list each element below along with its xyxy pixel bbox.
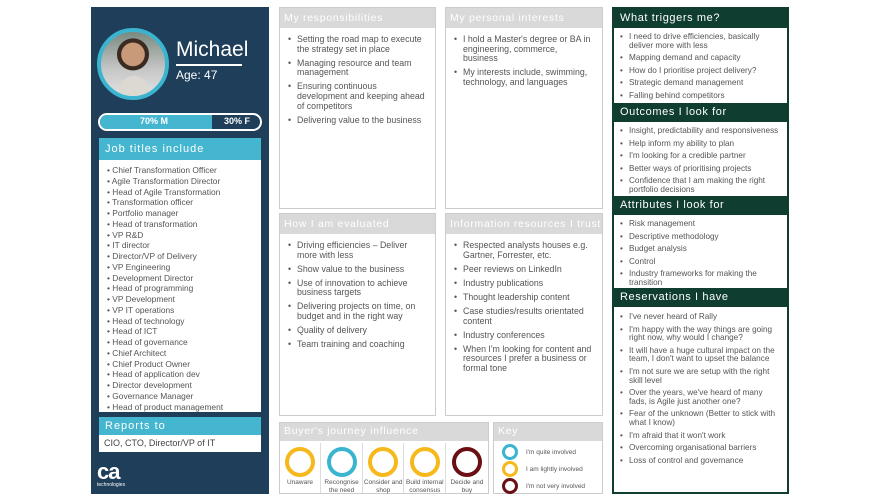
list-item: • Show value to the business	[288, 265, 427, 275]
motivation-column	[612, 7, 789, 494]
evaluated-header: How I am evaluated	[280, 214, 435, 234]
key-ring-icon	[502, 478, 518, 494]
interests-panel	[445, 7, 603, 209]
female-label: 30% F	[223, 116, 250, 126]
journey-stage	[322, 443, 363, 493]
list-item: • Descriptive methodology	[620, 233, 781, 242]
list-item: • I hold a Master's degree or BA in engineering, commerce, business	[454, 35, 594, 64]
persona-age: Age: 47	[176, 68, 218, 82]
list-item: • How do I prioritise project delivery?	[620, 67, 781, 76]
list-item: • Head of governance	[107, 337, 253, 348]
list-item: • Risk management	[620, 220, 781, 229]
list-item: • My interests include, swimming, technology, and languages	[454, 68, 594, 87]
list-item: • Agile Transformation Director	[107, 176, 253, 187]
male-label: 70% M	[140, 116, 169, 126]
key-header: Key	[494, 423, 602, 441]
list-item: • Insight, predictability and responsiveness	[620, 127, 781, 136]
logo-text: ca	[97, 459, 120, 484]
evaluated-panel	[279, 213, 436, 416]
journey-stage	[363, 443, 404, 493]
list-item: • Team training and coaching	[288, 340, 427, 350]
list-item: • Chief Product Owner	[107, 359, 253, 370]
list-item: • Industry frameworks for making the transition	[620, 270, 781, 287]
key-label: I'm quite involved	[526, 448, 577, 456]
list-item: • Peer reviews on LinkedIn	[454, 265, 594, 275]
list-item: • Use of innovation to achieve business targets	[288, 279, 427, 298]
responsibilities-panel	[279, 7, 436, 209]
stage-label: Recongnise the need	[324, 479, 359, 494]
list-item: • Case studies/results orientated content	[454, 307, 594, 326]
list-item: • VP R&D	[107, 230, 253, 241]
journey-header: Buyer's journey influence	[280, 423, 488, 441]
list-item: • Industry conferences	[454, 331, 594, 341]
list-item: • Confidence that I am making the right portfolio decisions	[620, 177, 781, 194]
list-item: • VP Development	[107, 294, 253, 305]
journey-stage	[405, 443, 446, 493]
stage-ring-icon	[368, 447, 398, 477]
attributes-list	[614, 215, 787, 288]
list-item: • Control	[620, 258, 781, 267]
list-item: • Thought leadership content	[454, 293, 594, 303]
avatar	[97, 28, 169, 100]
key-item	[502, 444, 576, 460]
stage-label: Build internal consensus	[406, 479, 444, 494]
list-item: • Head of transformation	[107, 219, 253, 230]
ca-logo	[97, 459, 126, 488]
stage-label: Decide and buy	[450, 479, 484, 494]
list-item: • I'm looking for a credible partner	[620, 152, 781, 161]
key-ring-icon	[502, 461, 518, 477]
logo-subtext: technologies	[97, 482, 126, 488]
list-item: • I'm happy with the way things are going right now, why would I change?	[620, 326, 781, 343]
list-item: • Over the years, we've heard of many fads, is Agile just another one?	[620, 389, 781, 406]
list-item: • I've never heard of Rally	[620, 313, 781, 322]
list-item: • Governance Manager	[107, 391, 253, 402]
list-item: • IT director	[107, 240, 253, 251]
journey-stage	[446, 443, 487, 493]
list-item: • Loss of control and governance	[620, 457, 781, 466]
list-item: • Head of Agile Transformation	[107, 187, 253, 198]
name-underline	[176, 64, 242, 66]
resources-header: Information resources I trust	[446, 214, 602, 234]
resources-panel	[445, 213, 603, 416]
list-item: • I need to drive efficiencies, basically deliver more with less	[620, 33, 781, 50]
buyers-journey-panel	[279, 422, 489, 494]
list-item: • Setting the road map to execute the strategy set in place	[288, 35, 427, 54]
list-item: • Delivering projects on time, on budget and in the right way	[288, 302, 427, 321]
list-item: • VP Engineering	[107, 262, 253, 273]
key-label: I'm not very involved	[526, 482, 586, 490]
list-item: • Delivering value to the business	[288, 116, 427, 126]
key-panel	[493, 422, 603, 494]
list-item: • Overcoming organisational barriers	[620, 444, 781, 453]
responsibilities-list	[280, 28, 435, 125]
list-item: • Managing resource and team management	[288, 59, 427, 78]
list-item: • Respected analysts houses e.g. Gartner, Forrester, etc.	[454, 241, 594, 260]
job-titles-header: Job titles include	[99, 138, 261, 160]
list-item: • Transformation officer	[107, 197, 253, 208]
interests-list	[446, 28, 602, 87]
list-item: • It will have a huge cultural impact on the team, I don't want to upset the balance	[620, 347, 781, 364]
list-item: • Development Director	[107, 273, 253, 284]
key-ring-icon	[502, 444, 518, 460]
reports-to-header: Reports to	[99, 417, 261, 435]
list-item: • Portfolio manager	[107, 208, 253, 219]
list-item: • I'm not sure we are setup with the right skill level	[620, 368, 781, 385]
list-item: • Head of technology	[107, 316, 253, 327]
resources-list	[446, 234, 602, 374]
list-item: • Director/VP of Delivery	[107, 251, 253, 262]
list-item: • Help inform my ability to plan	[620, 140, 781, 149]
list-item: • Head of application dev	[107, 369, 253, 380]
reservations-header: Reservations I have	[614, 288, 787, 307]
evaluated-list	[280, 234, 435, 350]
list-item: • VP IT operations	[107, 305, 253, 316]
reservations-list	[614, 307, 787, 471]
stage-ring-icon	[452, 447, 482, 477]
responsibilities-header: My responsibilities	[280, 8, 435, 28]
gender-split-bar	[98, 113, 262, 131]
outcomes-list	[614, 122, 787, 196]
reports-to-value: CIO, CTO, Director/VP of IT	[99, 435, 261, 452]
list-item: • Head of programming	[107, 283, 253, 294]
triggers-list	[614, 28, 787, 103]
journey-stage	[280, 443, 321, 493]
list-item: • Driving efficiencies – Deliver more with less	[288, 241, 427, 260]
stage-label: Consider and shop	[363, 479, 403, 494]
list-item: • Head of product management	[107, 402, 253, 413]
key-label: I am lightly involved	[526, 465, 583, 473]
key-item	[502, 461, 583, 477]
stage-ring-icon	[410, 447, 440, 477]
job-titles-list	[99, 160, 261, 412]
list-item: • Head of ICT	[107, 326, 253, 337]
list-item: • Chief Transformation Officer	[107, 165, 253, 176]
list-item: • Better ways of prioritising projects	[620, 165, 781, 174]
list-item: • Mapping demand and capacity	[620, 54, 781, 63]
key-item	[502, 478, 585, 494]
stage-label: Unaware	[286, 479, 313, 486]
list-item: • Falling behind competitors	[620, 92, 781, 101]
list-item: • Strategic demand management	[620, 79, 781, 88]
outcomes-header: Outcomes I look for	[614, 103, 787, 122]
list-item: • Chief Architect	[107, 348, 253, 359]
list-item: • I'm afraid that it won't work	[620, 432, 781, 441]
attributes-header: Attributes I look for	[614, 196, 787, 215]
list-item: • Fear of the unknown (Better to stick with what I know)	[620, 410, 781, 427]
stage-ring-icon	[327, 447, 357, 477]
list-item: • When I'm looking for content and resources I prefer a business or formal tone	[454, 345, 594, 374]
stage-ring-icon	[285, 447, 315, 477]
persona-sidebar	[91, 7, 269, 494]
list-item: • Budget analysis	[620, 245, 781, 254]
triggers-header: What triggers me?	[614, 9, 787, 28]
list-item: • Industry publications	[454, 279, 594, 289]
list-item: • Ensuring continuous development and keeping ahead of competitors	[288, 82, 427, 111]
list-item: • Director development	[107, 380, 253, 391]
persona-name: Michael	[176, 38, 249, 61]
interests-header: My personal interests	[446, 8, 602, 28]
list-item: • Quality of delivery	[288, 326, 427, 336]
